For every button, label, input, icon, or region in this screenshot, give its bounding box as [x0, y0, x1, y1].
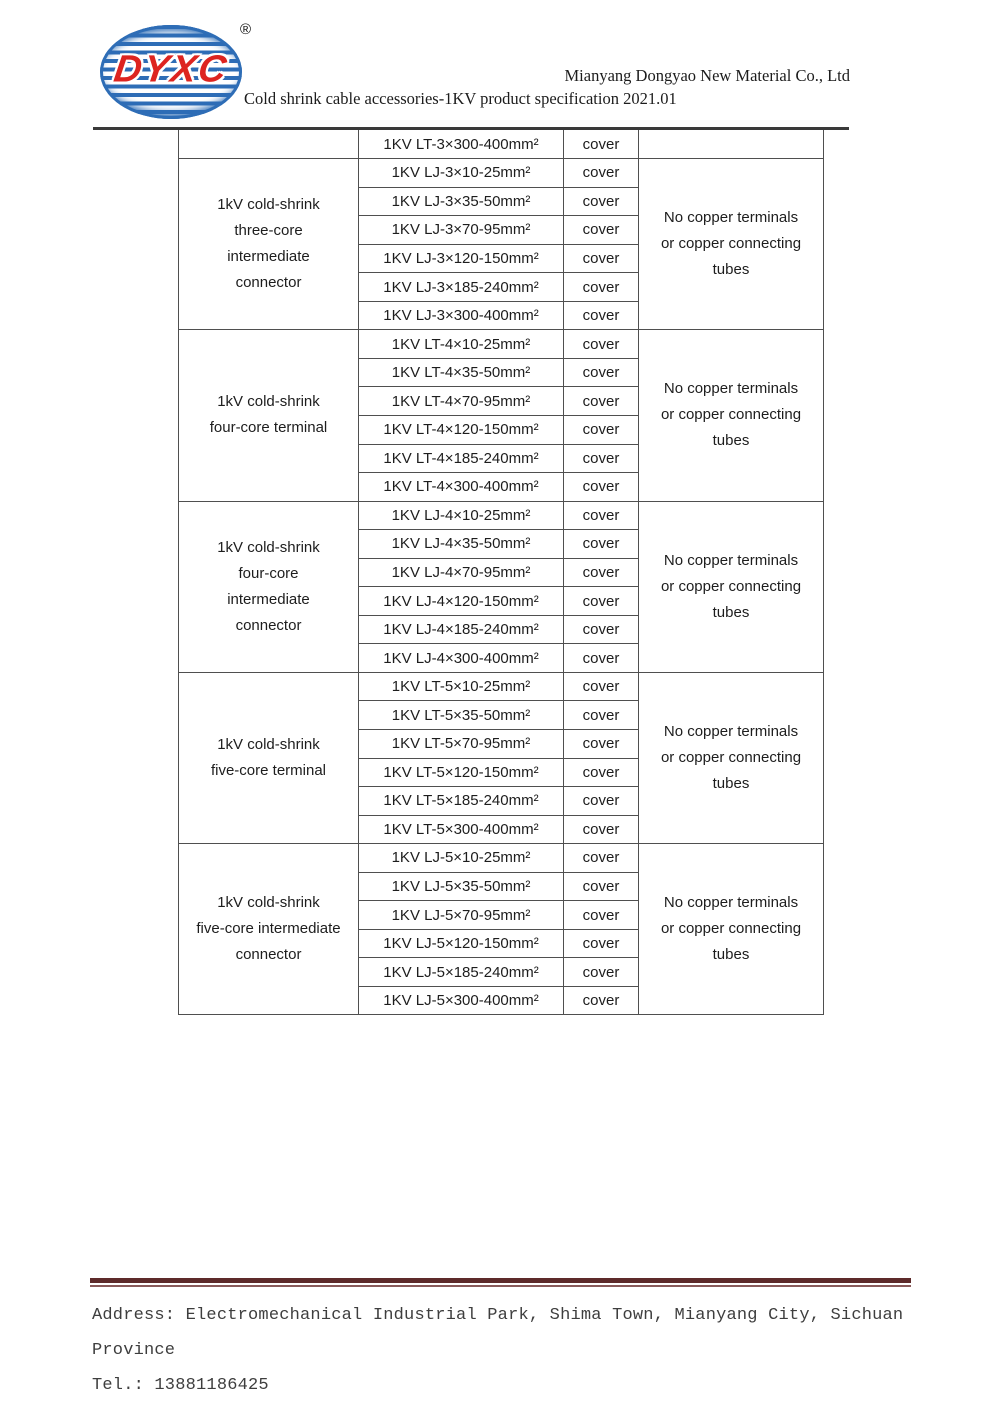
- model-cell: 1KV LT-4×185-240mm²: [359, 444, 564, 473]
- model-cell: 1KV LJ-3×70-95mm²: [359, 216, 564, 245]
- cover-cell: cover: [564, 986, 639, 1015]
- group-cell-line: three-core: [234, 222, 303, 240]
- note-cell-line: or copper connecting: [660, 406, 802, 424]
- cover-cell: cover: [564, 558, 639, 587]
- cover-cell: cover: [564, 330, 639, 359]
- group-cell-line: five-core intermediate: [196, 920, 341, 938]
- table-row: [179, 159, 824, 188]
- group-cell-empty: [179, 130, 359, 159]
- model-cell: 1KV LT-5×185-240mm²: [359, 787, 564, 816]
- cover-cell: cover: [564, 672, 639, 701]
- logo-text: DYXC: [111, 48, 231, 91]
- model-cell: 1KV LJ-5×300-400mm²: [359, 986, 564, 1015]
- model-cell: 1KV LJ-4×35-50mm²: [359, 530, 564, 559]
- footer-divider-thick: [90, 1278, 911, 1283]
- footer-divider: [90, 1278, 911, 1287]
- group-cell-line: connector: [235, 946, 302, 964]
- cover-cell: cover: [564, 758, 639, 787]
- table-row: [179, 672, 824, 701]
- doc-title: Cold shrink cable accessories-1KV product specification 2021.01: [244, 89, 677, 108]
- model-cell: 1KV LJ-3×10-25mm²: [359, 159, 564, 188]
- cover-cell: cover: [564, 159, 639, 188]
- group-cell-line: five-core terminal: [210, 762, 327, 780]
- model-cell: 1KV LJ-5×120-150mm²: [359, 929, 564, 958]
- model-cell: 1KV LJ-4×70-95mm²: [359, 558, 564, 587]
- group-cell: [179, 159, 359, 330]
- cover-cell: cover: [564, 587, 639, 616]
- note-cell-line: No copper terminals: [663, 723, 799, 741]
- note-cell-line: tubes: [712, 775, 750, 793]
- model-cell: 1KV LT-5×35-50mm²: [359, 701, 564, 730]
- cover-cell: cover: [564, 501, 639, 530]
- group-cell-line: 1kV cold-shrink: [217, 894, 320, 912]
- company-logo: [100, 21, 251, 119]
- group-cell-line: 1kV cold-shrink: [217, 538, 320, 556]
- model-cell: 1KV LT-5×70-95mm²: [359, 729, 564, 758]
- model-cell: 1KV LT-4×120-150mm²: [359, 415, 564, 444]
- model-cell: 1KV LT-5×120-150mm²: [359, 758, 564, 787]
- cover-cell: cover: [564, 473, 639, 502]
- footer-contact: [92, 1298, 952, 1403]
- note-cell-line: or copper connecting: [660, 920, 802, 938]
- cover-cell: cover: [564, 415, 639, 444]
- cover-cell: cover: [564, 901, 639, 930]
- cover-cell: cover: [564, 130, 639, 159]
- group-cell-line: four-core: [238, 564, 299, 582]
- table-row: [179, 501, 824, 530]
- model-cell: 1KV LJ-3×120-150mm²: [359, 244, 564, 273]
- note-cell-line: No copper terminals: [663, 894, 799, 912]
- footer-divider-thin: [90, 1285, 911, 1287]
- model-cell: 1KV LJ-5×70-95mm²: [359, 901, 564, 930]
- cover-cell: cover: [564, 872, 639, 901]
- footer-tel: Tel.: 13881186425: [92, 1376, 269, 1395]
- group-cell: [179, 330, 359, 501]
- product-spec-table: [178, 130, 824, 1015]
- model-cell: 1KV LJ-3×35-50mm²: [359, 187, 564, 216]
- group-cell-line: connector: [235, 274, 302, 292]
- table-row: [179, 330, 824, 359]
- group-cell-line: four-core terminal: [209, 419, 328, 437]
- cover-cell: cover: [564, 701, 639, 730]
- note-cell-empty: [639, 130, 824, 159]
- note-cell-line: tubes: [712, 432, 750, 450]
- note-cell-line: No copper terminals: [663, 551, 799, 569]
- group-cell-line: intermediate: [227, 590, 310, 608]
- table-row: [179, 844, 824, 873]
- note-cell-line: or copper connecting: [660, 749, 802, 767]
- cover-cell: cover: [564, 216, 639, 245]
- cover-cell: cover: [564, 187, 639, 216]
- company-name: Mianyang Dongyao New Material Co., Ltd: [564, 66, 850, 85]
- cover-cell: cover: [564, 358, 639, 387]
- model-cell: 1KV LT-5×10-25mm²: [359, 672, 564, 701]
- group-cell-line: 1kV cold-shrink: [217, 393, 320, 411]
- model-cell: 1KV LJ-5×35-50mm²: [359, 872, 564, 901]
- footer-address-line2: Province: [92, 1341, 176, 1360]
- model-cell: 1KV LT-5×300-400mm²: [359, 815, 564, 844]
- group-cell-line: 1kV cold-shrink: [217, 196, 320, 214]
- model-cell: 1KV LT-4×10-25mm²: [359, 330, 564, 359]
- group-cell: [179, 844, 359, 1015]
- model-cell: 1KV LJ-5×10-25mm²: [359, 844, 564, 873]
- footer-address-line1: Address: Electromechanical Industrial Park, Shima Town, Mianyang City, Sichuan: [92, 1306, 904, 1325]
- model-cell: 1KV LJ-3×185-240mm²: [359, 273, 564, 302]
- model-cell: 1KV LJ-4×120-150mm²: [359, 587, 564, 616]
- note-cell-line: No copper terminals: [663, 209, 799, 227]
- cover-cell: cover: [564, 644, 639, 673]
- group-cell-line: connector: [235, 616, 302, 634]
- model-cell: 1KV LJ-4×300-400mm²: [359, 644, 564, 673]
- note-cell: [639, 844, 824, 1015]
- cover-cell: cover: [564, 273, 639, 302]
- group-cell: [179, 672, 359, 843]
- model-cell: 1KV LJ-3×300-400mm²: [359, 301, 564, 330]
- note-cell-line: tubes: [712, 603, 750, 621]
- cover-cell: cover: [564, 615, 639, 644]
- group-cell-line: intermediate: [227, 248, 310, 266]
- cover-cell: cover: [564, 729, 639, 758]
- table-row: [179, 130, 824, 159]
- cover-cell: cover: [564, 929, 639, 958]
- model-cell: 1KV LT-4×35-50mm²: [359, 358, 564, 387]
- cover-cell: cover: [564, 301, 639, 330]
- note-cell: [639, 159, 824, 330]
- note-cell: [639, 501, 824, 672]
- model-cell: 1KV LT-3×300-400mm²: [359, 130, 564, 159]
- note-cell: [639, 672, 824, 843]
- model-cell: 1KV LT-4×300-400mm²: [359, 473, 564, 502]
- note-cell-line: or copper connecting: [660, 235, 802, 253]
- cover-cell: cover: [564, 815, 639, 844]
- note-cell: [639, 330, 824, 501]
- note-cell-line: tubes: [712, 946, 750, 964]
- group-cell-line: 1kV cold-shrink: [217, 736, 320, 754]
- model-cell: 1KV LT-4×70-95mm²: [359, 387, 564, 416]
- cover-cell: cover: [564, 787, 639, 816]
- cover-cell: cover: [564, 844, 639, 873]
- group-cell: [179, 501, 359, 672]
- cover-cell: cover: [564, 244, 639, 273]
- model-cell: 1KV LJ-5×185-240mm²: [359, 958, 564, 987]
- note-cell-line: tubes: [712, 261, 750, 279]
- model-cell: 1KV LJ-4×10-25mm²: [359, 501, 564, 530]
- cover-cell: cover: [564, 444, 639, 473]
- registered-trademark-icon: ®: [239, 21, 251, 38]
- note-cell-line: or copper connecting: [660, 577, 802, 595]
- cover-cell: cover: [564, 530, 639, 559]
- model-cell: 1KV LJ-4×185-240mm²: [359, 615, 564, 644]
- note-cell-line: No copper terminals: [663, 380, 799, 398]
- cover-cell: cover: [564, 387, 639, 416]
- cover-cell: cover: [564, 958, 639, 987]
